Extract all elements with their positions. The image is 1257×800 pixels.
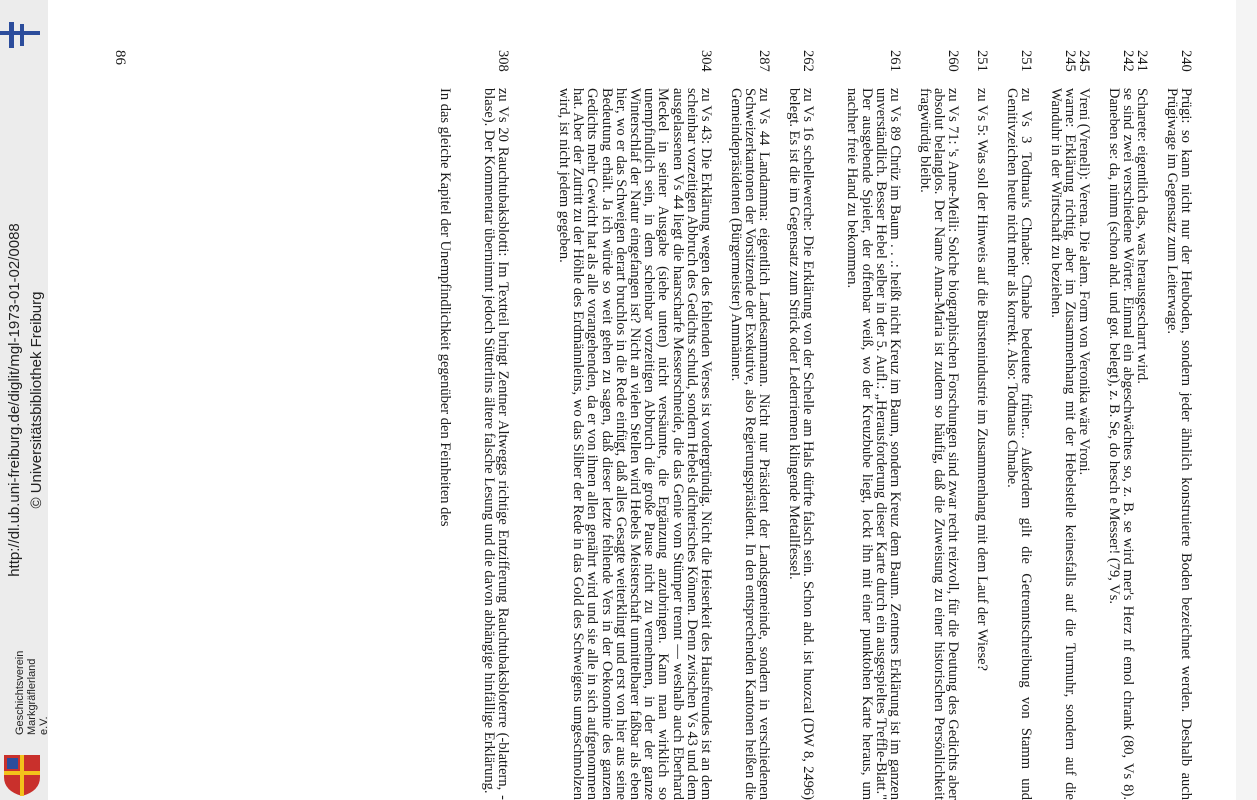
note-entry [1135,50,1149,800]
note-entry [1005,50,1033,800]
note-number: 251 [1018,50,1034,72]
note-entry [1077,50,1091,800]
note-entry [1049,50,1077,800]
note-number: 241 [1134,50,1150,72]
note-text: se sind zwei verschiedene Wörter. Einmal ein abgeschwächtes so, z. B. se wird mer's Herz nf emol chrank (80, Vs 8). Daneben se: da, nimm (schon ahd. und got. belegt), z. B. Se, do hesch e Messer! (79, Vs. [1105,88,1136,800]
note-text: zu Vs 16 schellewerche: Die Erklärung von der Schelle am Hals dürfte falsch sein. Schon ahd. ist huozcal (DW 8, 2496) belegt. Es ist die im Gegensatz zum Strick oder Lederriemen klingende Metallfessel. [785,88,816,800]
note-number: 240 [1178,50,1194,72]
note-number: 260 [945,50,961,72]
note-text: Scharete: eigentlich das, was herausgescharrt wird. [1134,88,1150,384]
rotated-document-page [93,50,1193,800]
note-entry [787,50,815,800]
viewer-left-sidebar [0,0,48,800]
note-entry [1107,50,1135,800]
note-entry [482,50,510,800]
note-number: 245 [1062,50,1078,72]
note-number: 287 [756,50,772,72]
publisher-label: Geschichtsverein Markgräflerland e.V. [14,650,50,735]
note-text: zu Vs 20 Rauchtubaksblotti: Im Textteil bringt Zentner Altweggs richtige Entzifferung Rauchtubaksbloterre (-blattern, -blase). Der Kommentar übernimmt jedoch Sütterlins ältere falsche Lesung und die davon abhängige hinfällige Erklärung. [480,88,511,800]
note-text: zu Vs 3 Todtnau's Chnabe: Chnabe bedeutete früher... Außerdem gilt die Getrenntschreibung von Stamm und Genitivzeichen heute nicht mehr als korrekt. Also: Todtnaus Chnabe. [1003,88,1034,800]
note-text: zu Vs 43: Die Erklärung wegen des fehlenden Verses ist vordergründig. Nicht die Heiserkeit des Hausfreundes ist an dem scheinbar vorzeitigen Abbruch des Gedichts schuld, sondern Hebels dichterisches Können. Denn zwischen Vs 43 und dem ausgelassenen Vs 44 liegt die haarscharfe Messerschneide, die das Genie vom Stümper trennt — weshalb auch Eberhard Meckel in seiner Ausgabe (siehe unten) nicht versäumte, die Ergänzung anzubringen. Kann man wirklich so unempfindlich sein, in dem scheinbar vorzeitigen Abbruch die große Pause nicht zu vernehmen, in der der ganze Winterschlaf der Natur eingefangen ist? Nicht an vielen Stellen wird Hebels Meisterschaft unmittelbarer faßbar als eben hier, wo er das Schweigen derart bruchlos in die Rede einfügt, daß alles Gesagte weiterklingt und erst von hier aus seine Bedeutung erhält. Ja ich würde so weit gehen zu sagen, daß dieser letzte fehlende Vers in der Oekonomie des ganzen Gedichts mehr Gewicht hat als alle vorangehenden, da er von ihnen allen genährt wird und sie alle in sich aufgenommen hat. Aber der Zutritt zu der Höhle des Erdmännleins, wo das Silber der Rede in das Gold des Schweigens umgeschmolzen wird, ist nicht jedem gegeben. [555,88,714,800]
note-entry [728,50,771,800]
note-entry [917,50,960,800]
note-number: 304 [698,50,714,72]
note-number: 251 [974,50,990,72]
note-text: Vreni (Vreneli): Verena. Die alem. Form von Veronika wäre Vroni. [1076,88,1092,476]
note-number: 245 [1076,50,1092,72]
note-entry [845,50,902,800]
note-entry [1165,50,1193,800]
note-number: 262 [800,50,816,72]
copyright-text: © Universitätsbibliothek Freiburg [28,291,45,509]
note-number: 242 [1120,50,1136,72]
publisher-label-wrapper [14,615,50,735]
note-number: 308 [495,50,511,72]
note-text: zu Vs 5: Was soll der Hinweis auf die Bürstenindustrie im Zusammenhang mit dem Lauf der Wiese? [974,88,990,671]
note-text: Prügi: so kann nicht nur der Heuboden, sondern jeder ähnlich konstruierte Boden bezeichnet werden. Deshalb auch Prügiwage im Gegensatz zum Leiterwage. [1163,88,1194,800]
note-text: In das gleiche Kapitel der Unempfindlichkeit gegenüber den Feinheiten des [437,88,453,527]
note-text: zu Vs 71: 's Anne-Meili: Solche biographischen Forschungen sind zwar recht reizvoll, für die Deutung des Gedichts aber absolut belanglos. Der Name Anna-Maria ist zudem so häufig, daß die Zuweisung zu einer historischen Persönlichkeit fragwürdig bleibt. [916,88,961,800]
viewer-right-scroll-edge[interactable] [1236,0,1257,800]
note-entry [557,50,713,800]
note-text: warne: Erklärung richtig, aber im Zusammenhang mit der Hebelstelle keinesfalls auf die Turmuhr, sondern auf die Wanduhr in der Wirtschaft zu beziehen. [1047,88,1078,800]
note-text: zu Vs 89 Chrüz im Baum . . .: heißt nicht Kreuz im Baum, sondern Kreuz dem Baum. Zentners Erklärung ist im ganzen unverständlich. Besser Hebel selber in der 5. Aufl.: „Herausforderung dieser Karte durch ein ausgespieltes Treffle-Blatt." Der ausgebende Spieler, der offenbar weiß, wo der Kreuzbube liegt, lockt ihn mit einer punktohen Karte heraus, um nachher freie Hand zu bekommen. [844,88,903,800]
note-text: zu Vs 44 Landamma: eigentlich Landesammann. Nicht nur Präsident der Landsgemeinde, sondern in verschiedenen Schweizerkantonen der Vorsitzende der Exekutive, also Regierungspräsident. In den entsprechenden Kantonen heißen die Gemeindepräsidenten (Bürgermeister) Ammänner. [727,88,772,800]
note-entry [438,50,452,800]
source-url[interactable]: http://dl.ub.uni-freiburg.de/diglit/mgl-1973-01-02/0088 [6,223,23,577]
note-number: 261 [887,50,903,72]
page-number: 86 [112,50,128,65]
coat-of-arms-icon [2,753,42,797]
note-entry [975,50,989,800]
